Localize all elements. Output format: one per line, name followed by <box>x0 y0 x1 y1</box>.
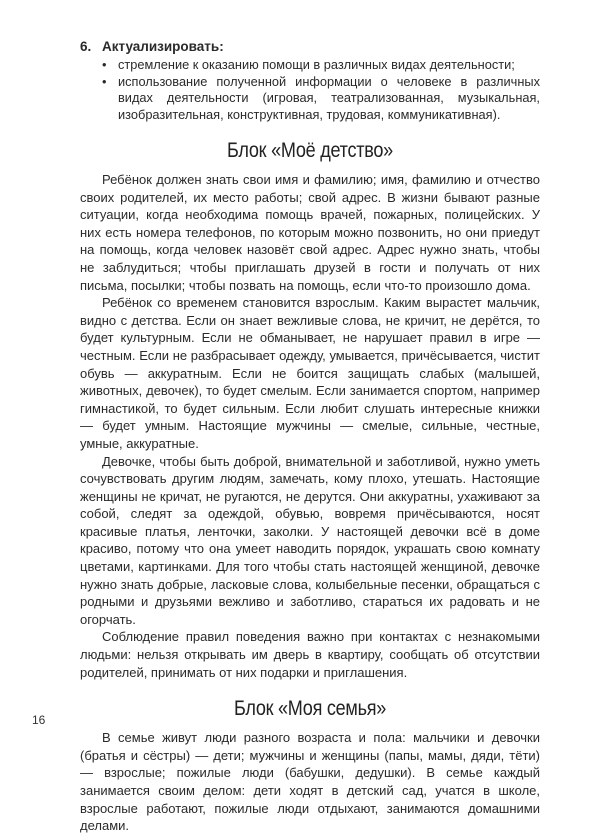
task-title: Актуализировать: <box>102 39 224 54</box>
list-item <box>102 57 540 74</box>
paragraph: Соблюдение правил поведения важно при контактах с незнакомыми людьми: нельзя открывать им дверь в квартиру, сообщать об отсутствии родителей, принимать от них подарки и приглашения. <box>80 629 540 680</box>
bullet-icon: • <box>102 57 107 72</box>
paragraph: Ребёнок должен знать свои имя и фамилию; имя, фамилию и отчество своих родителей, их место работы; свой адрес. В жизни бывают разные ситуации, когда необходима помощь врачей, пожарных, полицейских. У них есть номера телефонов, по которым можно позвонить, но они приедут на помощь, когда человек назовёт свой адрес. Адрес нужно знать, чтобы не заблудиться; чтобы приглашать друзей в гости и получать от них письма, посылки; чтобы позвать на помощь, если что-то произошло дома. <box>80 172 540 293</box>
paragraph: Ребёнок со временем становится взрослым. Каким вырастет мальчик, видно с детства. Если он знает вежливые слова, не кричит, не дерётся, то будет культурным. Если не обманывает, не нарушает правил в игре — честным. Если не разбрасывает одежду, умывается, причёсывается, чистит обувь — аккуратным. Если не боится защищать слабых (малышей, животных, девочек), то будет смелым. Если занимается спортом, например гимнастикой, то будет сильным. Если любит слушать интересные книжки — будет умным. Настоящие мужчины — смелые, сильные, честные, умные, аккуратные. <box>80 295 540 451</box>
task-heading <box>80 38 540 55</box>
paragraph: В семье живут люди разного возраста и пола: мальчики и девочки (братья и сёстры) — дети; мужчины и женщины (папы, мамы, дяди, тёти) — взрослые; пожилые люди (бабушки, дедушки). В семье каждый занимается своим делом: дети ходят в детский сад, учатся в школе, взрослые работают, пожилые люди отдыхают, занимаются домашними делами. <box>80 730 540 834</box>
task-bullet-list <box>80 57 540 123</box>
page-number: 16 <box>32 713 46 727</box>
task-number: 6. <box>80 39 92 54</box>
paragraph: Девочке, чтобы быть доброй, внимательной и заботливой, нужно уметь сочувствовать другим людям, замечать, кому плохо, утешать. Настоящие женщины не кричат, не ругаются, не дерутся. Они аккуратны, ухаживают за собой, следят за одеждой, обувью, вовремя причёсываются, носят красивые платья, ленточки, заколки. У настоящей девочки всё в доме красиво, потому что она умеет наводить порядок, украшать свою комнату цветами, картинками. Для того чтобы стать настоящей женщиной, девочке нужно знать добрые, ласковые слова, колыбельные песенки, обращаться с родными и друзьями вежливо и заботливо, стараться их радовать и не огорчать. <box>80 453 540 627</box>
block-title-my-childhood: Блок «Моё детство» <box>227 139 393 162</box>
page-content <box>80 38 540 835</box>
block-title-my-family: Блок «Моя семья» <box>233 697 387 721</box>
bullet-icon: • <box>102 73 107 89</box>
list-item <box>102 74 540 124</box>
bullet-text: использование полученной информации о человеке в различных видах деятельности (игровая, театрализованная, музыкальная, изобразительная, конструктивная, трудовая, коммуникативная). <box>118 73 540 122</box>
bullet-text: стремление к оказанию помощи в различных видах деятельности; <box>118 57 515 72</box>
